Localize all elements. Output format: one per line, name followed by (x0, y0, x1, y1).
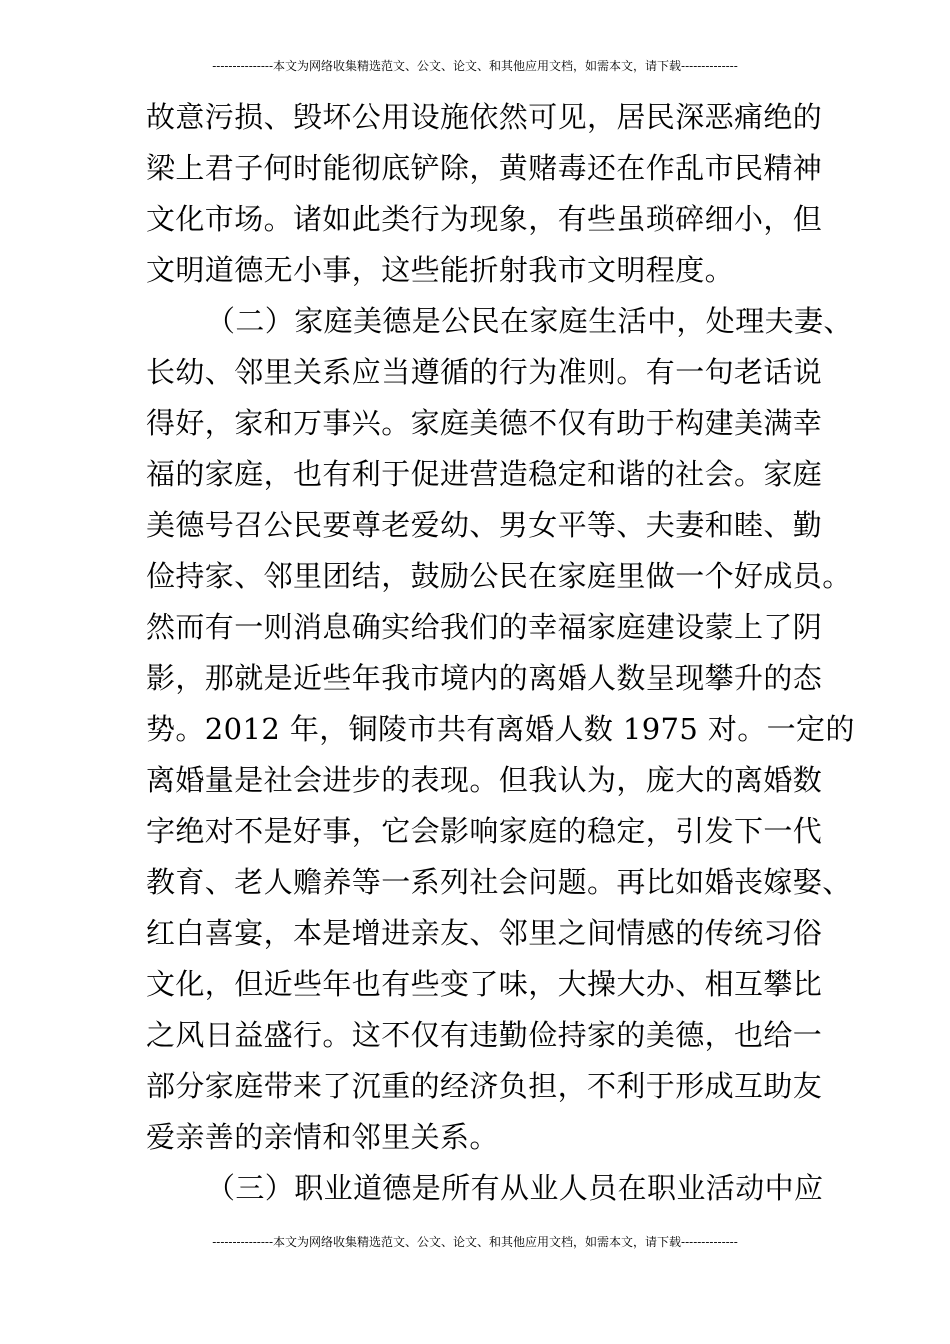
text-line: 部分家庭带来了沉重的经济负担，不利于形成互助友 (146, 1069, 823, 1103)
text-line: 爱亲善的亲情和邻里关系。 (146, 1120, 499, 1154)
body-text (146, 92, 855, 1214)
text-line: （二）家庭美德是公民在家庭生活中，处理夫妻、 (206, 304, 853, 338)
text-line: 势。2012 年，铜陵市共有离婚人数 1975 对。一定的 (146, 712, 855, 746)
footer-banner: ---------------本文为网络收集精选范文、公文、论文、和其他应用文档，如需本文，请下载-------------- (212, 1235, 738, 1249)
text-line: 之风日益盛行。这不仅有违勤俭持家的美德，也给一 (146, 1018, 823, 1052)
text-line: 长幼、邻里关系应当遵循的行为准则。有一句老话说 (146, 355, 823, 389)
text-line: 福的家庭，也有利于促进营造稳定和谐的社会。家庭 (146, 457, 823, 491)
text-line: 离婚量是社会进步的表现。但我认为，庞大的离婚数 (146, 763, 823, 797)
text-line: 美德号召公民要尊老爱幼、男女平等、夫妻和睦、勤 (146, 508, 823, 542)
text-line: 文化市场。诸如此类行为现象，有些虽琐碎细小，但 (146, 202, 823, 236)
text-line: 红白喜宴，本是增进亲友、邻里之间情感的传统习俗 (146, 916, 823, 950)
text-line: 文明道德无小事，这些能折射我市文明程度。 (146, 253, 735, 287)
text-line: 得好，家和万事兴。家庭美德不仅有助于构建美满幸 (146, 406, 823, 440)
text-line: 梁上君子何时能彻底铲除，黄赌毒还在作乱市民精神 (146, 151, 823, 185)
text-line: 然而有一则消息确实给我们的幸福家庭建设蒙上了阴 (146, 610, 823, 644)
text-line: （三）职业道德是所有从业人员在职业活动中应 (206, 1171, 824, 1205)
text-line: 教育、老人赡养等一系列社会问题。再比如婚丧嫁娶、 (146, 865, 852, 899)
text-line: 故意污损、毁坏公用设施依然可见，居民深恶痛绝的 (146, 100, 823, 134)
text-line: 字绝对不是好事，它会影响家庭的稳定，引发下一代 (146, 814, 823, 848)
text-line: 影，那就是近些年我市境内的离婚人数呈现攀升的态 (146, 661, 823, 695)
text-line: 文化，但近些年也有些变了味，大操大办、相互攀比 (146, 967, 823, 1001)
header-banner: ---------------本文为网络收集精选范文、公文、论文、和其他应用文档，如需本文，请下载-------------- (212, 59, 738, 73)
text-line: 俭持家、邻里团结，鼓励公民在家庭里做一个好成员。 (146, 559, 852, 593)
